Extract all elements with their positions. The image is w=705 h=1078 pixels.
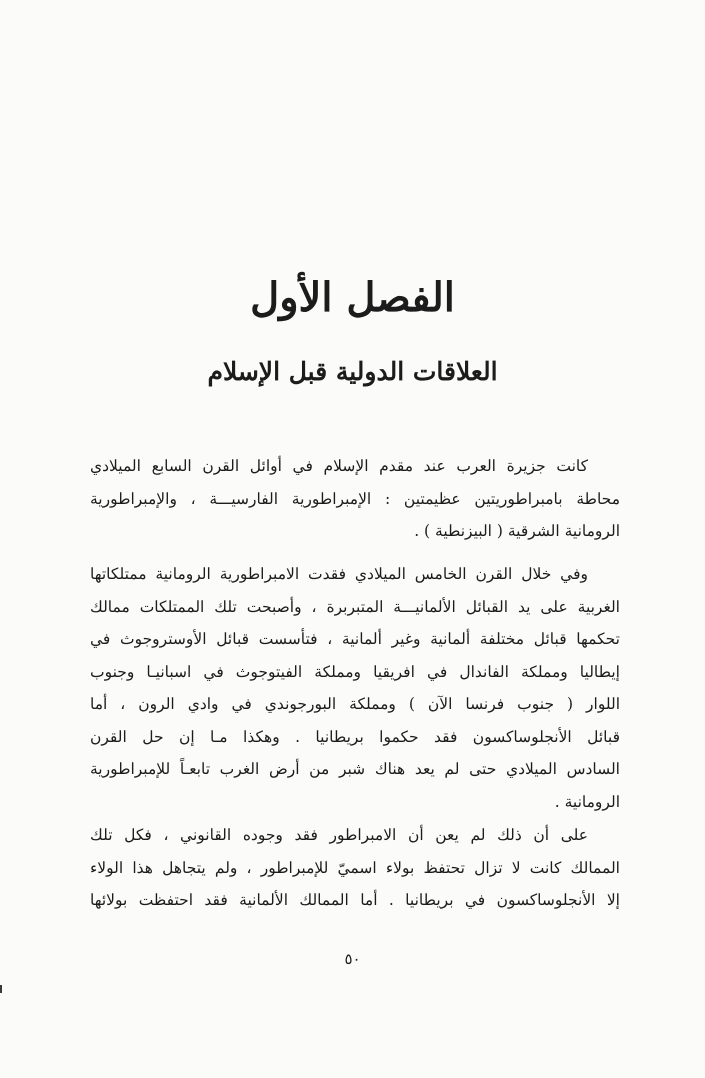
text-line: الممالك كانت لا تزال تحتفظ بولاء اسميّ للإمبراطور ، ولم يتجاهل هذا الولاء xyxy=(90,858,620,877)
text-line: اللوار ( جنوب فرنسا الآن ) ومملكة البورجوندي في وادي الرون ، أما xyxy=(90,695,620,713)
text-line: محاطة بامبراطوريتين عظيمتين : الإمبراطورية الفارسيـــة ، والإمبراطورية xyxy=(90,489,620,508)
text-line: إلا الأنجلوساكسون في بريطانيا . أما الممالك الألمانية فقد احتفظت بولائها xyxy=(90,891,620,909)
text-line: الغربية على يد القبائل الألمانيـــة المتبربرة ، وأصبحت تلك الممتلكات ممالك xyxy=(90,597,620,616)
text-line: على أن ذلك لم يعن أن الامبراطور فقد وجوده القانوني ، فكل تلك xyxy=(90,826,588,844)
paragraph xyxy=(90,558,620,818)
page-number: ٥٠ xyxy=(344,950,361,968)
text-line: السادس الميلادي حتى لم يعد هناك شبر من أرض الغرب تابعـاً للإمبراطورية xyxy=(90,760,620,778)
text-line: الرومانية الشرقية ( البيزنطية ) . xyxy=(414,522,620,540)
text-line: قبائل الأنجلوساكسون فقد حكموا بريطانيا . وهكذا مـا إن حل القرن xyxy=(90,727,620,746)
text-line: الرومانية . xyxy=(554,792,620,811)
text-line: إيطاليا ومملكة الفاندال في افريقيا ومملكة الفيتوجوث في اسبانيـا وجنوب xyxy=(90,662,620,681)
text-line: تحكمها قبائل مختلفة ألمانية وغير ألمانية ، فتأسست قبائل الأوستروجوث في xyxy=(90,630,620,648)
text-line: وفي خلال القرن الخامس الميلادي فقدت الامبراطورية الرومانية ممتلكاتها xyxy=(90,565,588,583)
paragraph xyxy=(90,450,620,548)
chapter-subtitle: العلاقات الدولية قبل الإسلام xyxy=(207,357,498,386)
scan-edge-mark xyxy=(0,985,2,993)
text-line: كانت جزيرة العرب عند مقدم الإسلام في أوائل القرن السابع الميلادي xyxy=(90,457,588,475)
chapter-title: الفصل الأول xyxy=(250,274,455,321)
paragraph xyxy=(90,819,620,917)
